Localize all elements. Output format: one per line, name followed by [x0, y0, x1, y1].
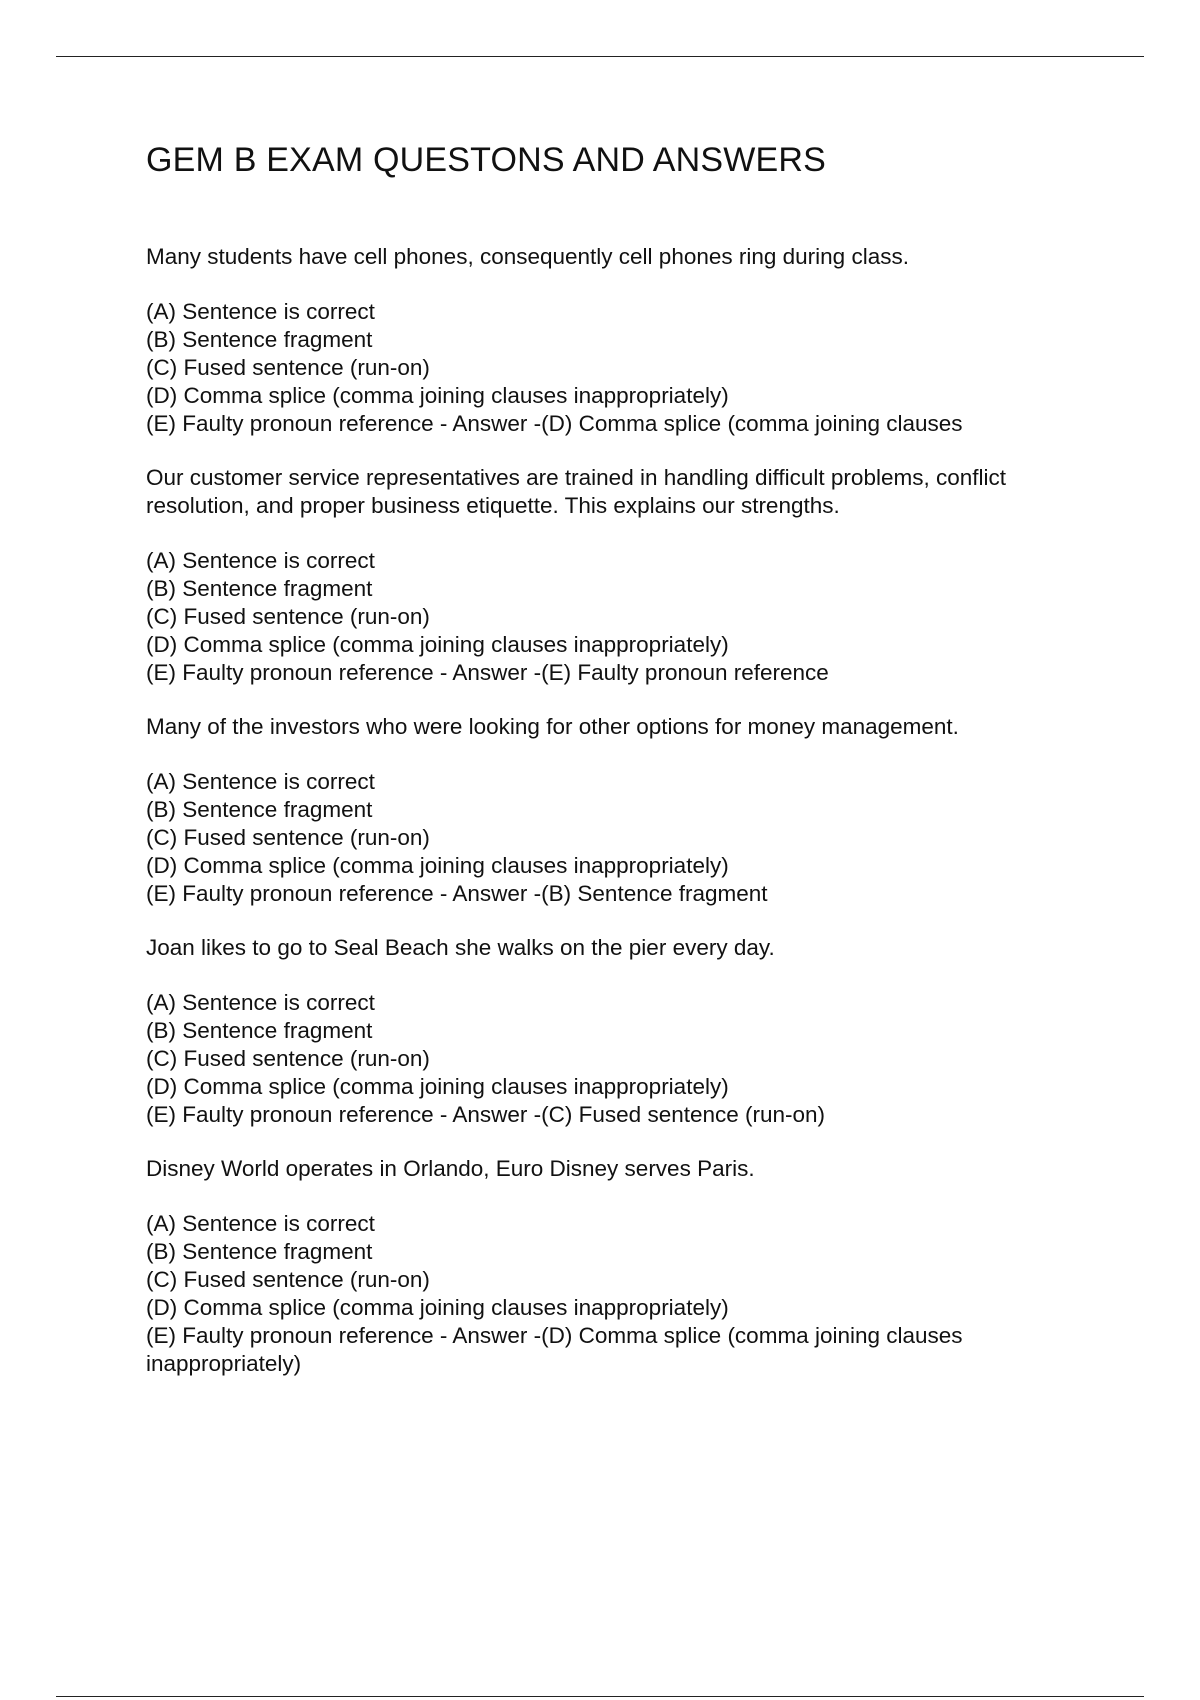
document-body: [146, 140, 1086, 1404]
question-5: [146, 1155, 1086, 1378]
option-b: (B) Sentence fragment: [146, 1017, 373, 1043]
page-title: GEM B EXAM QUESTONS AND ANSWERS: [146, 141, 827, 179]
option-a: (A) Sentence is correct: [146, 768, 375, 794]
question-text: Our customer service representatives are trained in handling difficult problems, conflict resolution, and proper business etiquette. This explains our strengths.: [146, 464, 1006, 518]
option-e-with-answer: (E) Faulty pronoun reference - Answer -(E) Faulty pronoun reference: [146, 659, 829, 685]
option-c: (C) Fused sentence (run-on): [146, 354, 430, 380]
option-d: (D) Comma splice (comma joining clauses inappropriately): [146, 852, 729, 878]
option-d: (D) Comma splice (comma joining clauses inappropriately): [146, 1294, 729, 1320]
bottom-rule: [56, 1696, 1144, 1697]
option-b: (B) Sentence fragment: [146, 1238, 373, 1264]
option-c: (C) Fused sentence (run-on): [146, 824, 430, 850]
option-c: (C) Fused sentence (run-on): [146, 603, 430, 629]
option-e-with-answer: (E) Faulty pronoun reference - Answer -(B) Sentence fragment: [146, 880, 768, 906]
question-2: [146, 464, 1086, 687]
option-c: (C) Fused sentence (run-on): [146, 1045, 430, 1071]
question-text: Many students have cell phones, consequently cell phones ring during class.: [146, 243, 909, 269]
answer-options: [146, 768, 1086, 908]
option-e-with-answer: (E) Faulty pronoun reference - Answer -(D) Comma splice (comma joining clauses: [146, 410, 963, 436]
option-b: (B) Sentence fragment: [146, 326, 373, 352]
answer-options: [146, 298, 1086, 438]
answer-options: [146, 989, 1086, 1129]
question-text: Many of the investors who were looking for other options for money management.: [146, 713, 959, 739]
option-a: (A) Sentence is correct: [146, 298, 375, 324]
question-3: [146, 713, 1086, 908]
question-4: [146, 934, 1086, 1129]
answer-options: [146, 547, 1086, 687]
answer-options: [146, 1210, 1086, 1378]
option-a: (A) Sentence is correct: [146, 1210, 375, 1236]
question-text: Disney World operates in Orlando, Euro Disney serves Paris.: [146, 1155, 755, 1181]
option-e-with-answer: (E) Faulty pronoun reference - Answer -(D) Comma splice (comma joining clauses inappropriately): [146, 1322, 963, 1376]
option-d: (D) Comma splice (comma joining clauses inappropriately): [146, 382, 729, 408]
question-text: Joan likes to go to Seal Beach she walks on the pier every day.: [146, 934, 775, 960]
option-b: (B) Sentence fragment: [146, 796, 373, 822]
option-b: (B) Sentence fragment: [146, 575, 373, 601]
top-rule: [56, 56, 1144, 57]
option-d: (D) Comma splice (comma joining clauses inappropriately): [146, 1073, 729, 1099]
option-e-with-answer: (E) Faulty pronoun reference - Answer -(C) Fused sentence (run-on): [146, 1101, 826, 1127]
option-c: (C) Fused sentence (run-on): [146, 1266, 430, 1292]
option-d: (D) Comma splice (comma joining clauses inappropriately): [146, 631, 729, 657]
option-a: (A) Sentence is correct: [146, 547, 375, 573]
option-a: (A) Sentence is correct: [146, 989, 375, 1015]
question-1: [146, 243, 1086, 438]
